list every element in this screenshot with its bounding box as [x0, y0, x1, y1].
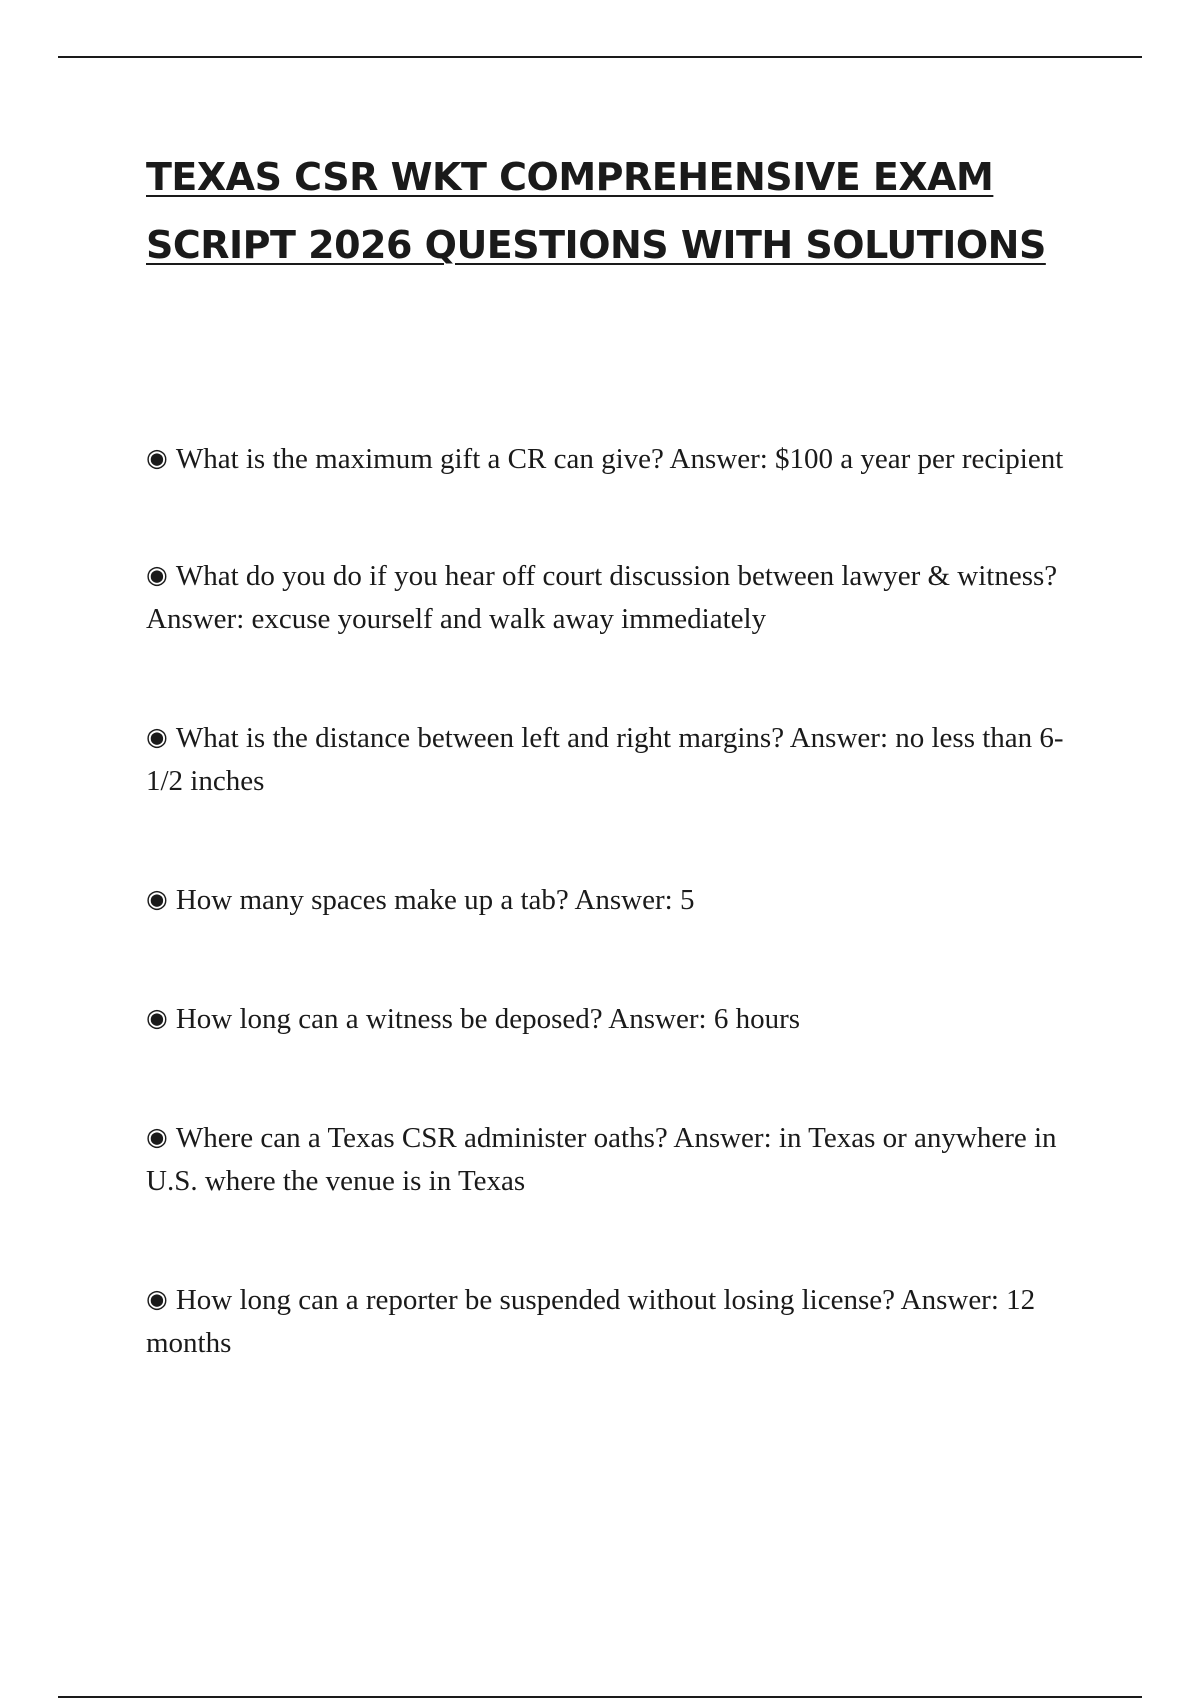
- qa-item: [146, 998, 1086, 1041]
- title-line-2: SCRIPT 2026 QUESTIONS WITH SOLUTIONS: [146, 223, 1046, 267]
- radio-bullet-icon: ◉: [146, 1003, 168, 1032]
- qa-item: [146, 717, 1086, 803]
- radio-bullet-icon: ◉: [146, 443, 168, 472]
- page-title: [146, 143, 1106, 279]
- qa-item: [146, 1117, 1086, 1203]
- qa-text: What do you do if you hear off court discussion between lawyer & witness? Answer: excuse yourself and walk away immediately: [146, 560, 1058, 635]
- qa-text: How long can a witness be deposed? Answer: 6 hours: [175, 1003, 801, 1035]
- top-divider: [58, 56, 1142, 58]
- qa-item: [146, 1279, 1086, 1365]
- radio-bullet-icon: ◉: [146, 722, 168, 751]
- qa-text: What is the maximum gift a CR can give? Answer: $100 a year per recipient: [175, 443, 1064, 475]
- title-line-1: TEXAS CSR WKT COMPREHENSIVE EXAM: [146, 155, 994, 199]
- qa-text: What is the distance between left and right margins? Answer: no less than 6-1/2 inches: [146, 722, 1064, 797]
- qa-item: [146, 555, 1086, 641]
- radio-bullet-icon: ◉: [146, 884, 168, 913]
- qa-item: [146, 879, 1086, 922]
- qa-text: Where can a Texas CSR administer oaths? Answer: in Texas or anywhere in U.S. where the venue is in Texas: [146, 1122, 1057, 1197]
- radio-bullet-icon: ◉: [146, 1122, 168, 1151]
- radio-bullet-icon: ◉: [146, 1284, 168, 1313]
- qa-item: [146, 438, 1086, 481]
- qa-list: [146, 438, 1086, 1365]
- radio-bullet-icon: ◉: [146, 560, 168, 589]
- qa-text: How long can a reporter be suspended without losing license? Answer: 12 months: [146, 1284, 1036, 1359]
- bottom-divider: [58, 1696, 1142, 1698]
- qa-text: How many spaces make up a tab? Answer: 5: [175, 884, 695, 916]
